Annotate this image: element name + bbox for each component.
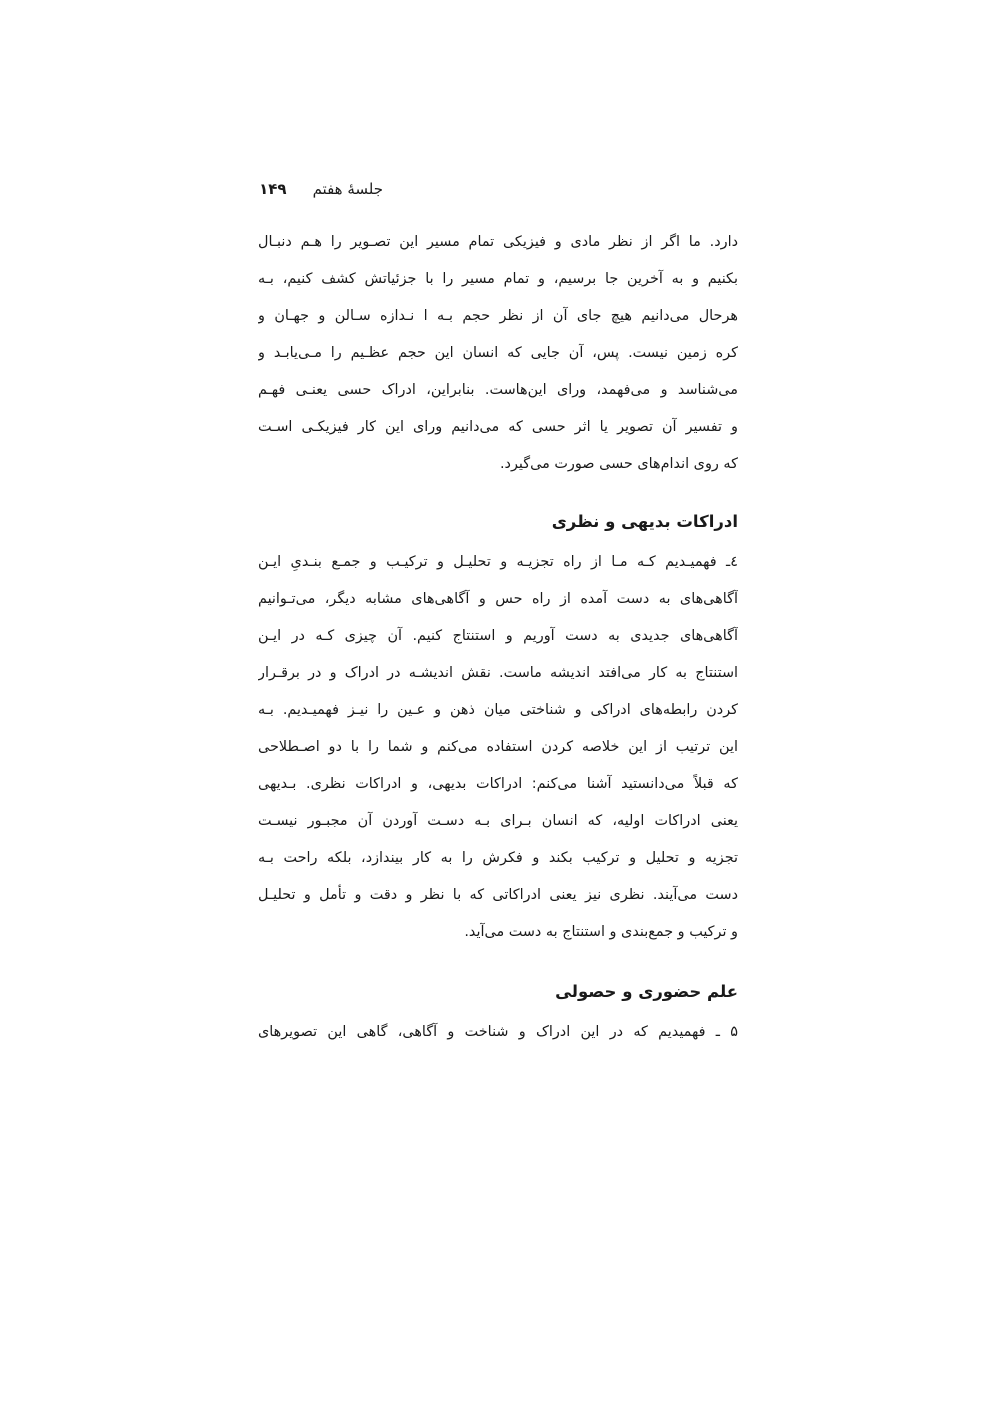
section-heading-hozuri-hosuli: علم حضوری و حصولی — [555, 982, 738, 1001]
section-heading-bedihi-nazari: ادراکات بدیهی و نظری — [551, 512, 738, 531]
text-line: هرحال می‌دانیم هیچ جای آن از نظر حجم بـه ا نـدازه سـالن و جهـان و — [258, 308, 738, 324]
running-head — [258, 180, 383, 224]
text-line: دارد. ما اگر از نظر مادی و فیزیکی تمام مسیر این تصـویر را هـم دنبـال — [258, 234, 738, 250]
document-page — [258, 180, 738, 1051]
text-line: یعنی ادراکات اولیه، که انسان بـرای بـه دسـت آوردن آن مجبـور نیسـت — [258, 813, 738, 829]
paragraph-3 — [258, 1014, 738, 1051]
text-line: این ترتیب از این خلاصه کردن استفاده می‌کنم و شما را با دو اصـطلاحی — [258, 739, 738, 755]
page-number: ۱۴۹ — [259, 180, 287, 198]
text-line: که قبلاً می‌دانستید آشنا می‌کنم: ادراکات بدیهی، و ادراکات نظری. بـدیهی — [258, 776, 738, 792]
paragraph-2 — [258, 544, 738, 951]
text-line: تجزیه و تحلیل و ترکیب بکند و فکرش را به کار بیندازد، بلکه راحت بـه — [258, 850, 738, 866]
text-line: ٤ـ فهمیـدیم کـه مـا از راه تجزیـه و تحلیـل و ترکیـب و جمـع بنـدیِ ایـن — [258, 554, 738, 570]
paragraph-1 — [258, 224, 738, 483]
text-line: و ترکیب و جمع‌بندی و استنتاج به دست می‌آید. — [464, 924, 738, 940]
text-line: می‌شناسد و می‌فهمد، ورای این‌هاست. بنابراین، ادراک حسی یعنـی فهـم — [258, 382, 738, 398]
text-line: دست می‌آیند. نظری نیز یعنی ادراکاتی که با نظر و دقت و تأمل و تحلیـل — [258, 887, 738, 903]
text-line: آگاهی‌های جدیدی به دست آوریم و استنتاج کنیم. آن چیزی کـه در ایـن — [258, 628, 738, 644]
text-line: ۵ ـ فهمیدیم که در این ادراک و شناخت و آگاهی، گاهی این تصویرهای — [258, 1024, 738, 1040]
text-line: کره زمین نیست. پس، آن جایی که انسان این حجم عظـیم را مـی‌یابـد و — [258, 345, 738, 361]
text-line: آگاهی‌های به دست آمده از راه حس و آگاهی‌های مشابه دیگر، می‌تـوانیم — [258, 591, 738, 607]
text-line: کردن رابطه‌های ادراکی و شناختی میان ذهن و عـین را نیـز فهمیـدیم. بـه — [258, 702, 738, 718]
text-line: بکنیم و به آخرین جا برسیم، و تمام مسیر را با جزئیاتش کشف کنیم، بـه — [258, 271, 738, 287]
text-line: و تفسیر آن تصویر یا اثر حسی که می‌دانیم ورای این کار فیزیکـی اسـت — [258, 419, 738, 435]
text-line: استنتاج به کار می‌افتد اندیشه ماست. نقش اندیشـه در ادراک و در برقـرار — [258, 665, 738, 681]
chapter-title: جلسهٔ هفتم — [312, 180, 383, 198]
text-line: که روی اندام‌های حسی صورت می‌گیرد. — [499, 456, 738, 472]
